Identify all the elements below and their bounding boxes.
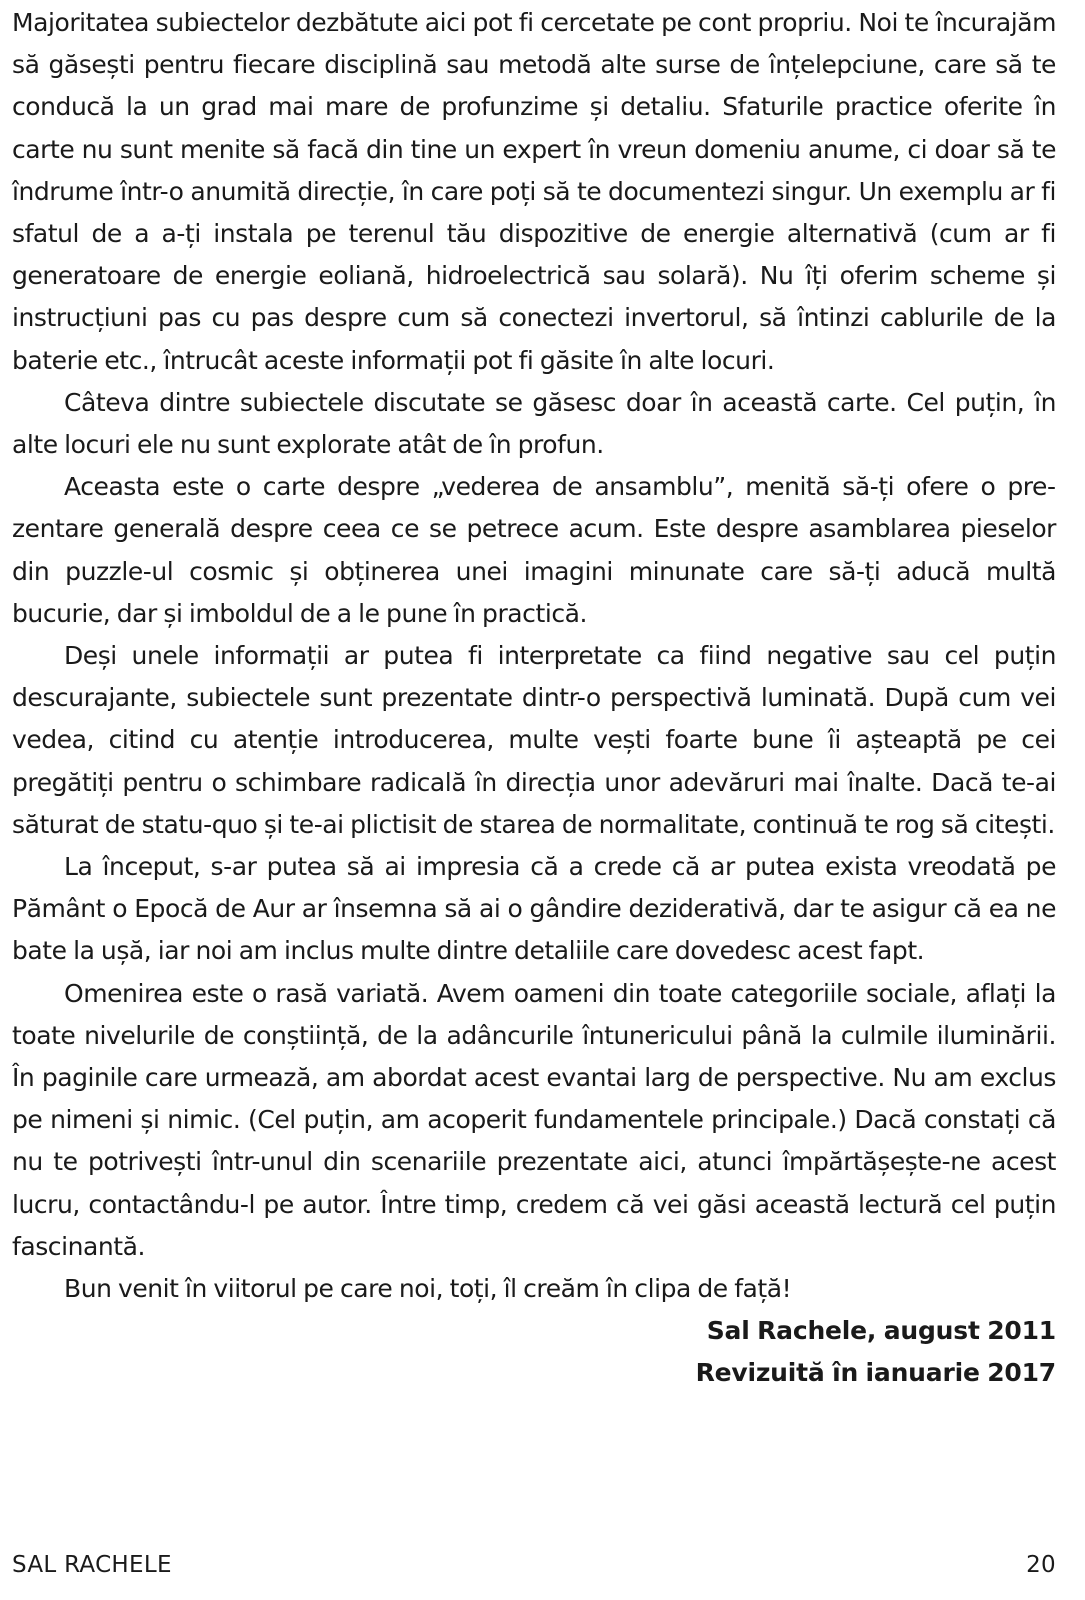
paragraph-3: Aceasta este o carte despre „vederea de ansamblu”, menită să-ți ofere o prezentare generală despre ceea ce se petrece acum. Este despre asamblarea pieselor din puzzle-ul cosmic și obținerea unei imagini minunate care să-ți aducă multă bucurie, dar și imboldul de a le pune în practică. [12,472,1056,628]
paragraph-6: Omenirea este o rasă variată. Avem oameni din toate categoriile sociale, aflați la toate nivelurile de conștiință, de la adâncurile întunericului până la culmile iluminării. În paginile care urmează, am abordat acest evantai larg de perspective. Nu am exclus pe nimeni și nimic. (Cel puțin, am acoperit fundamentele principale.) Dacă constați că nu te potrivești într-unul din scenariile prezentate aici, atunci împărtășește-ne acest lucru, contactându-l pe autor. Între timp, credem că vei găsi această lectură cel puțin fascinantă. [12,978,1056,1261]
paragraph-4: Deși unele informații ar putea fi interpretate ca fiind negative sau cel puțin descurajante, subiectele sunt prezentate dintr-o perspectivă luminată. După cum vei vedea, citind cu atenție introducerea, multe vești foarte bune îi așteaptă pe cei pregătiți pentru o schimbare radicală în direcția unor adevăruri mai înalte. Dacă te-ai săturat de statu-quo și te-ai plictisit de starea de normalitate, continuă te rog să citești. [12,641,1056,839]
signature [12,1310,1056,1394]
paragraph-7: Bun venit în viitorul pe care noi, toți, îl creăm în clipa de față! [64,1274,792,1304]
running-footer-author: SAL RACHELE [12,1552,172,1578]
signature-author-date: Sal Rachele, august 2011 [706,1316,1056,1346]
page-body [12,2,1056,1394]
paragraph-5: La început, s-ar putea să ai impresia că a crede că ar putea exista vreodată pe Pământ o Epocă de Aur ar însemna să ai o gândire deziderativă, dar te asigur că ea ne bate la ușă, iar noi am inclus multe dintre detaliile care dovedesc acest fapt. [12,852,1056,966]
page-footer [12,1552,1056,1578]
page-number: 20 [1026,1552,1056,1578]
paragraph-2: Câteva dintre subiectele discutate se găsesc doar în această carte. Cel puțin, în alte locuri ele nu sunt explorate atât de în profun. [12,387,1056,460]
signature-revision-date: Revizuită în ianuarie 2017 [695,1358,1056,1388]
paragraph-1: Majoritatea subiectelor dezbătute aici pot fi cercetate pe cont propriu. Noi te încurajăm să găsești pentru fiecare disciplină sau metodă alte surse de înțelepciune, care să te conducă la un grad mai mare de profunzime și detaliu. Sfaturile practice oferite în carte nu sunt menite să facă din tine un expert în vreun domeniu anume, ci doar să te îndrume într-o anumită direcție, în care poți să te documentezi singur. Un exemplu ar fi sfatul de a a-ți instala pe terenul tău dispozitive de energie alternativă (cum ar fi generatoare de energie eoliană, hidroelectrică sau solară). Nu îți oferim scheme și instrucțiuni pas cu pas despre cum să conectezi invertorul, să întinzi cablurile de la baterie etc., întrucât aceste informații pot fi găsite în alte locuri. [12,8,1056,375]
